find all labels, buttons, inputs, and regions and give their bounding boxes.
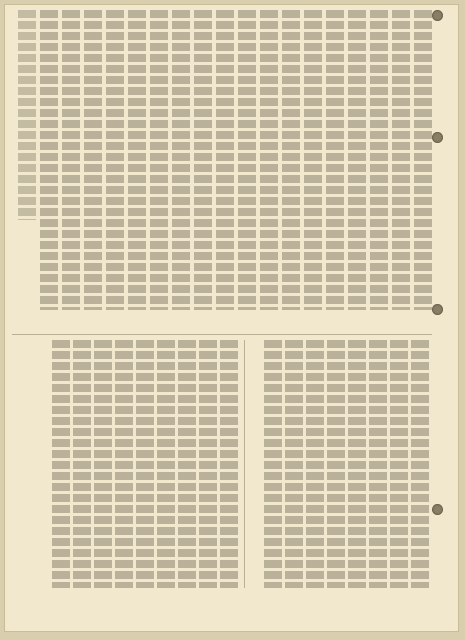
lower-article-left bbox=[40, 340, 240, 588]
text-column bbox=[136, 340, 154, 588]
text-column bbox=[220, 340, 238, 588]
text-column bbox=[414, 10, 432, 310]
text-column bbox=[306, 340, 324, 588]
text-column bbox=[40, 10, 58, 310]
text-column bbox=[392, 10, 410, 310]
text-column bbox=[264, 340, 282, 588]
text-column bbox=[199, 340, 217, 588]
watermark bbox=[64, 294, 414, 330]
text-column bbox=[327, 340, 345, 588]
text-column bbox=[390, 340, 408, 588]
handwritten-note-left bbox=[10, 264, 34, 634]
text-column bbox=[157, 340, 175, 588]
text-column bbox=[94, 340, 112, 588]
text-column bbox=[62, 10, 80, 310]
text-column bbox=[73, 340, 91, 588]
text-column bbox=[282, 10, 300, 310]
text-column bbox=[115, 340, 133, 588]
text-column bbox=[326, 10, 344, 310]
handwritten-signature bbox=[294, 582, 444, 636]
text-column bbox=[178, 340, 196, 588]
text-column bbox=[238, 10, 256, 310]
text-column bbox=[348, 10, 366, 310]
text-column bbox=[106, 10, 124, 310]
text-column bbox=[260, 10, 278, 310]
text-column bbox=[304, 10, 322, 310]
text-column bbox=[216, 10, 234, 310]
text-column bbox=[369, 340, 387, 588]
text-column bbox=[370, 10, 388, 310]
text-column bbox=[128, 10, 146, 310]
lower-article-right bbox=[249, 340, 432, 588]
text-column bbox=[411, 340, 429, 588]
text-column bbox=[52, 340, 70, 588]
text-column bbox=[84, 10, 102, 310]
text-column bbox=[18, 10, 36, 220]
punch-hole bbox=[432, 504, 443, 515]
text-column bbox=[172, 10, 190, 310]
newspaper-clipping bbox=[4, 4, 459, 632]
text-column bbox=[348, 340, 366, 588]
text-column bbox=[194, 10, 212, 310]
section-divider bbox=[12, 334, 432, 335]
handwritten-note-bottom bbox=[34, 594, 294, 618]
text-column bbox=[285, 340, 303, 588]
column-divider bbox=[244, 340, 245, 588]
upper-article-columns bbox=[4, 4, 459, 336]
text-column bbox=[150, 10, 168, 310]
